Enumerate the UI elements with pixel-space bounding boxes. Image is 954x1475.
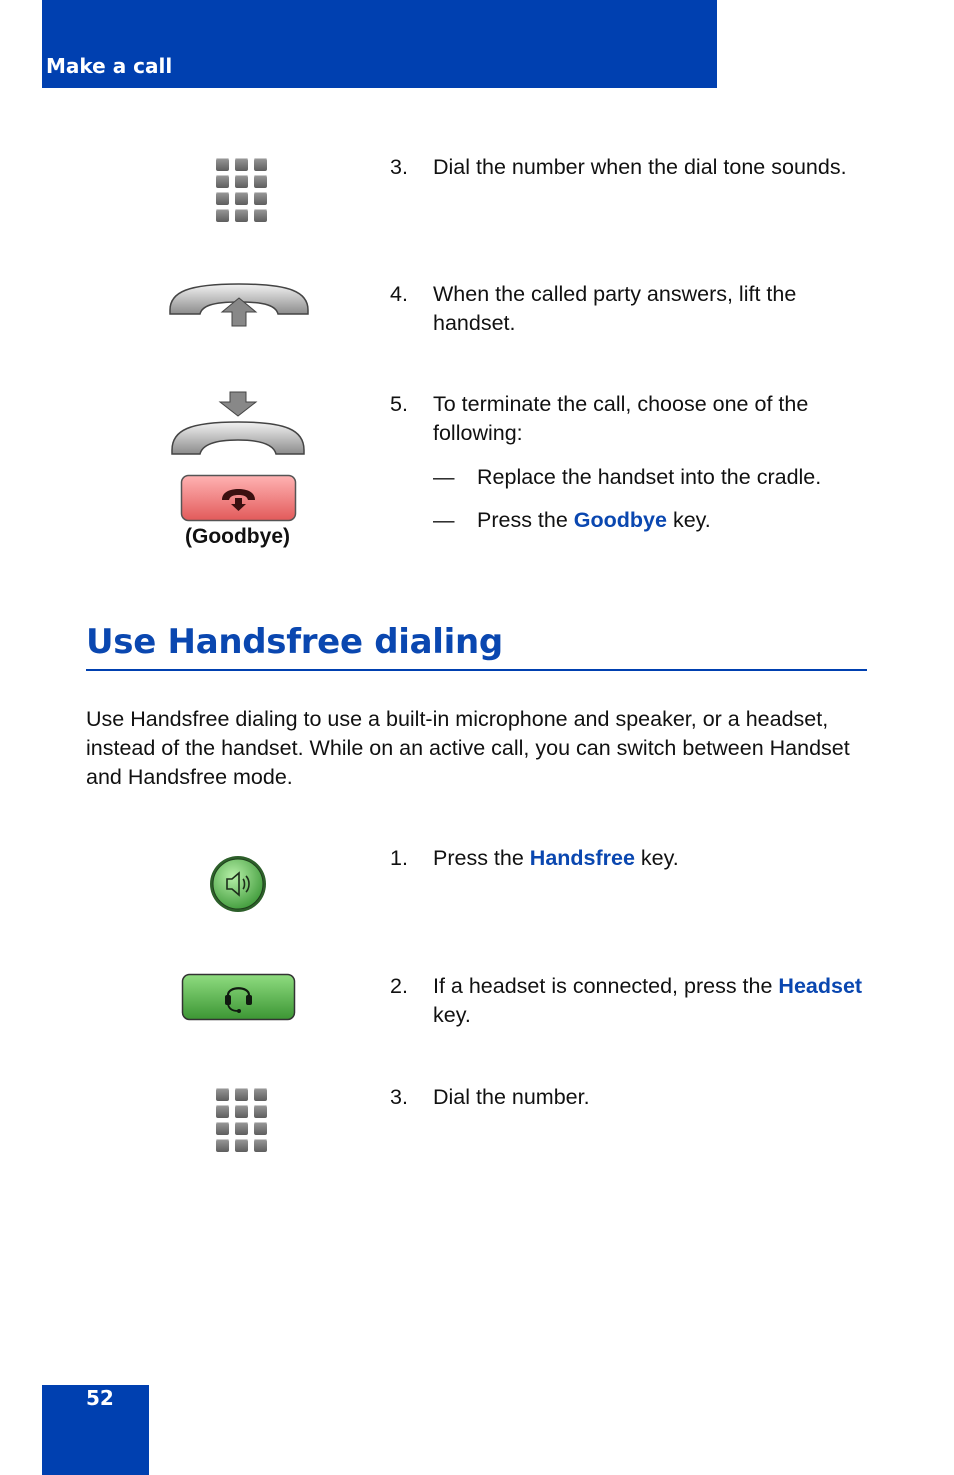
- step-number: 3.: [390, 1085, 408, 1109]
- goodbye-keyword: Goodbye: [573, 508, 667, 532]
- option-text: Replace the handset into the cradle.: [477, 465, 822, 489]
- step-number: 1.: [390, 846, 408, 870]
- step-number: 5.: [390, 392, 408, 416]
- step-text-post: key.: [634, 846, 679, 870]
- handsfree-key-icon: [208, 854, 268, 914]
- section-title: Use Handsfree dialing: [86, 622, 503, 662]
- dialpad-icon: [216, 1088, 267, 1152]
- headset-keyword: Headset: [778, 974, 863, 998]
- step-text-pre: If a headset is connected, press the: [433, 974, 779, 998]
- step-text: To terminate the call, choose one of the following:: [433, 392, 809, 445]
- option-dash: —: [433, 465, 455, 489]
- step-text: Dial the number when the dial tone sounds.: [433, 155, 847, 179]
- step-number: 3.: [390, 155, 408, 179]
- handsfree-keyword: Handsfree: [529, 846, 635, 870]
- option-text-post: key.: [666, 508, 711, 532]
- step-number: 2.: [390, 974, 408, 998]
- section-divider: [86, 669, 867, 671]
- step-text: Dial the number.: [433, 1085, 590, 1109]
- option-text-pre: Press the: [477, 508, 574, 532]
- goodbye-key-icon: [180, 474, 297, 522]
- option-text: [477, 506, 711, 535]
- headset-key-icon: [181, 973, 296, 1021]
- dialpad-icon: [216, 158, 267, 222]
- handset-replace-icon: [168, 390, 308, 458]
- step-text-pre: Press the: [433, 846, 530, 870]
- option-dash: —: [433, 508, 455, 532]
- step-text: When the called party answers, lift the handset.: [433, 282, 797, 335]
- step-number: 4.: [390, 282, 408, 306]
- page-number: 52: [86, 1386, 114, 1410]
- page-header-title: Make a call: [46, 54, 173, 78]
- step-text-post: key.: [433, 1003, 471, 1027]
- section-intro: Use Handsfree dialing to use a built-in microphone and speaker, or a headset, instead of the handset. While on an active call, you can switch between Handset and Handsfree mode.: [86, 707, 850, 789]
- handset-lift-icon: [166, 280, 312, 328]
- goodbye-key-label: (Goodbye): [185, 525, 290, 548]
- step-text: [433, 844, 873, 873]
- step-text: [433, 972, 873, 1030]
